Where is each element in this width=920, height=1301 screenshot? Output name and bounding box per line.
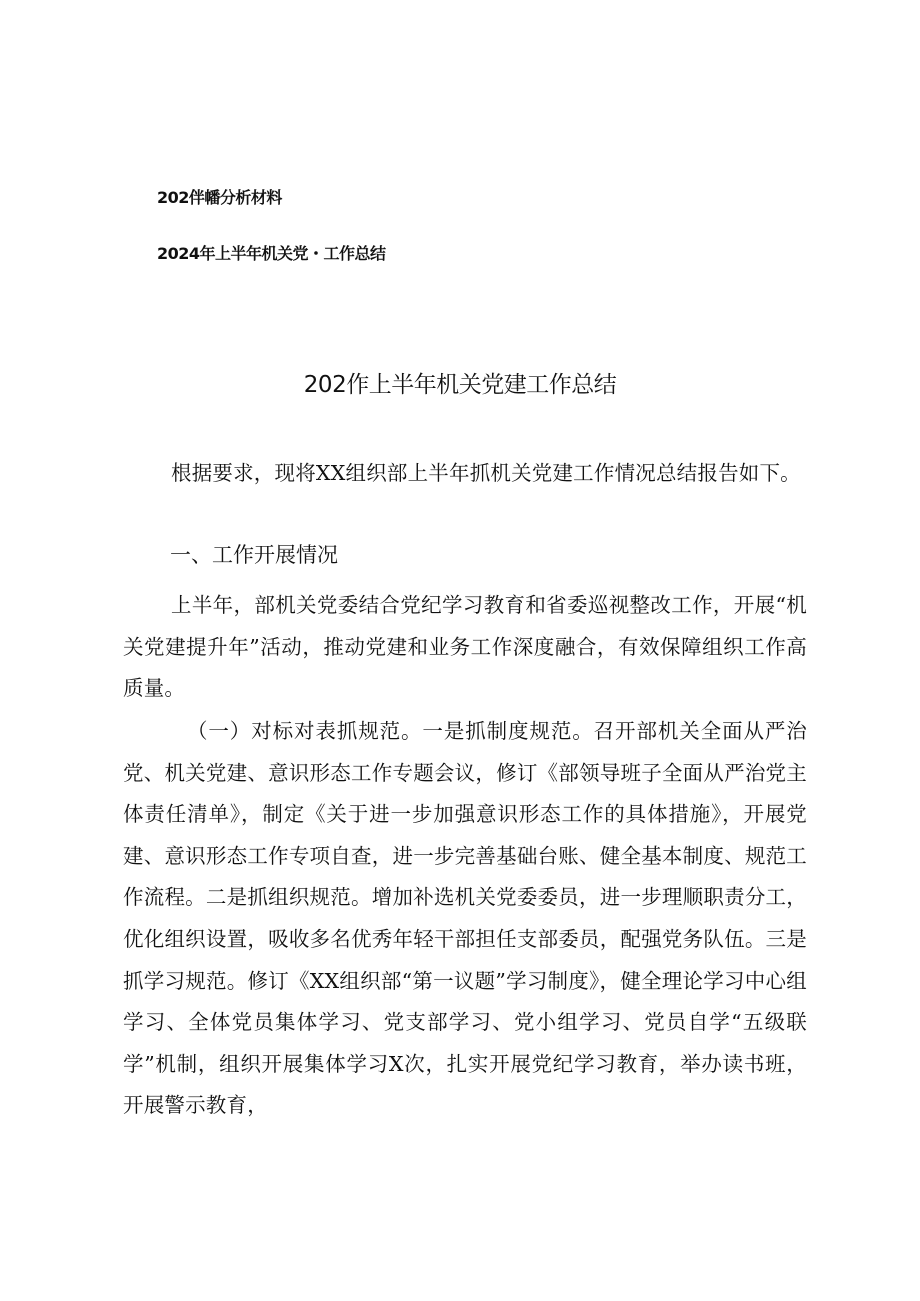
body-paragraph-2: （一）对标对表抓规范。一是抓制度规范。召开部机关全面从严治党、机关党建、意识形态工作专题会议，修订《部领导班子全面从严治党主体责任清单》，制定《关于进一步加强意识形态工作的具体措施》，开展党建、意识形态工作专项自查，进一步完善基础台账、健全基本制度、规范工作流程。二是抓组织规范。增加补选机关党委委员，进一步理顺职责分工，优化组织设置，吸收多名优秀年轻干部担任支部委员，配强党务队伍。三是抓学习规范。修订《XX组织部“第一议题”学习制度》，健全理论学习中心组学习、全体党员集体学习、党支部学习、党小组学习、党员自学“五级联学”机制，组织开展集体学习X次，扎实开展党纪学习教育，举办读书班，开展警示教育， <box>123 719 807 1118</box>
header-line-1: 202伴幡分析材料 <box>157 188 282 207</box>
document-title: 202作上半年机关党建工作总结 <box>303 372 617 398</box>
header-line-2: 2024年上半年机关党・工作总结 <box>157 244 386 263</box>
body-paragraph-1: 上半年，部机关党委结合党纪学习教育和省委巡视整改工作，开展“机关党建提升年”活动，推动党建和业务工作深度融合，有效保障组织工作高质量。 <box>123 593 807 701</box>
intro-paragraph: 根据要求，现将XX组织部上半年抓机关党建工作情况总结报告如下。 <box>171 461 801 485</box>
section-heading: 一、工作开展情况 <box>170 543 338 567</box>
